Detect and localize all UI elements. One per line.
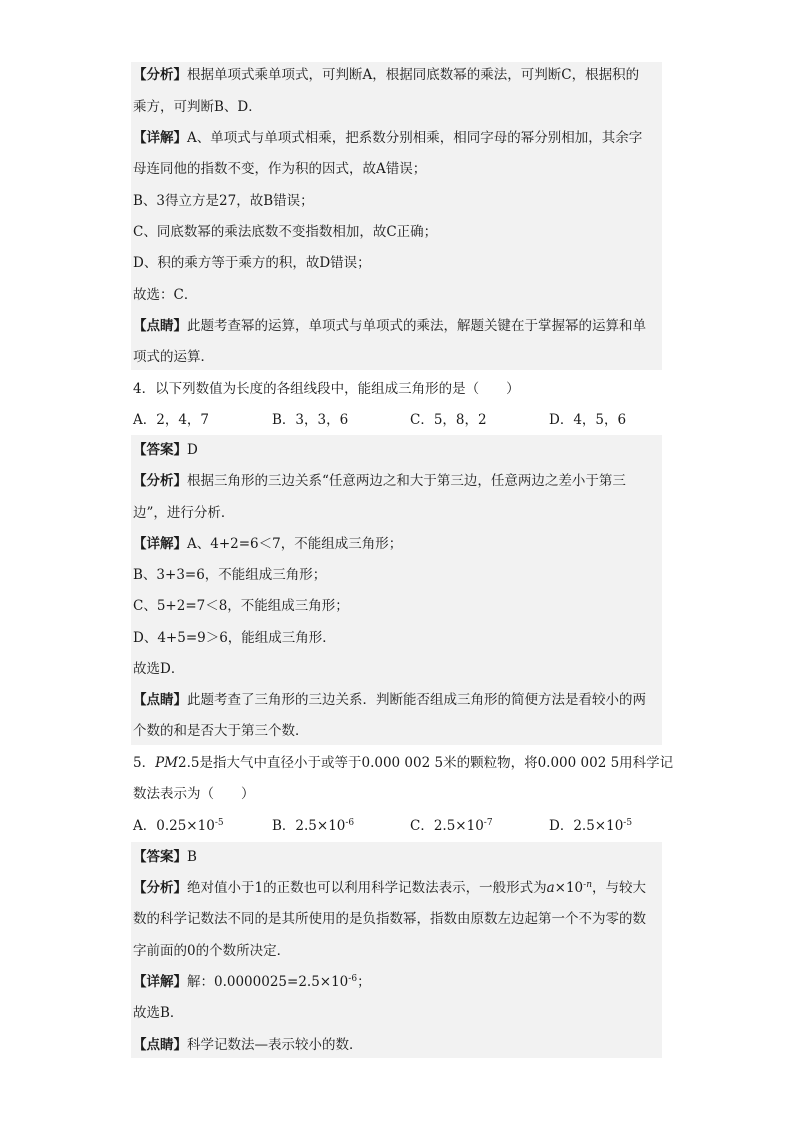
q4-comment-line-2: 个数的和是否大于第三个数． [133, 723, 309, 739]
q4-detail-line-1: 【详解】A、4+2=6＜7，不能组成三角形； [133, 536, 403, 552]
q5-stem-line-1: 5．PM2.5是指大气中直径小于或等于0.000 002 5米的颗粒物，将0.000 002 5用科学记 [133, 755, 674, 771]
q3-detail-line-2: 母连同他的指数不变，作为积的因式，故A错误； [133, 161, 427, 177]
q5-analysis-line-3: 字前面的0的个数所决定． [133, 943, 291, 959]
q4-option-c: C．5，8，2 [410, 412, 487, 428]
q3-detail-line-3: B、3得立方是27，故B错误； [133, 193, 314, 209]
q5-analysis-line-2: 数的科学记数法不同的是其所使用的是负指数幂，指数由原数左边起第一个不为零的数 [133, 911, 646, 927]
q3-comment-line-1: 【点睛】此题考查幂的运算，单项式与单项式的乘法，解题关键在于掌握幂的运算和单 [133, 318, 646, 334]
q4-answer: 【答案】D [133, 442, 198, 458]
pm-term: PM [155, 755, 179, 771]
q4-option-d: D．4，5，6 [549, 412, 627, 428]
q3-detail-line-4: C、同底数幂的乘法底数不变指数相加，故C正确； [133, 224, 438, 240]
q3-comment-line-2: 项式的运算． [133, 349, 214, 365]
q4-detail-line-4: D、4+5=9＞6，能组成三角形． [133, 630, 336, 646]
detail-tag: 【详解】 [133, 130, 187, 146]
q4-choice: 故选D． [133, 661, 185, 677]
q5-detail-line-1: 【详解】解：$0.0000025=2.5\times 10^{-6}$； [133, 974, 371, 990]
q5-analysis-line-1: 【分析】绝对值小于1的正数也可以利用科学记数法表示，一般形式为$a\times 10^{-n}$，与较大 [133, 880, 646, 896]
detail-tag: 【详解】 [133, 974, 187, 990]
q4-analysis-line-1: 【分析】根据三角形的三边关系“任意两边之和大于第三边，任意两边之差小于第三 [133, 473, 626, 489]
q5-comment-line-1: 【点睛】科学记数法—表示较小的数． [133, 1037, 363, 1053]
q5-answer: 【答案】B [133, 849, 197, 865]
q5-option-d: D．$2.5\times 10^{-5}$ [549, 818, 633, 834]
analysis-tag: 【分析】 [133, 473, 187, 489]
answer-tag: 【答案】 [133, 442, 187, 458]
analysis-tag: 【分析】 [133, 880, 187, 896]
q5-option-c: C．$2.5\times 10^{-7}$ [410, 818, 493, 834]
comment-tag: 【点睛】 [133, 318, 187, 334]
q3-choice: 故选：C． [133, 287, 198, 303]
q3-analysis-line-2: 乘方，可判断B、D． [133, 99, 262, 115]
q4-option-a: A．2，4，7 [133, 412, 210, 428]
q4-analysis-line-2: 边”，进行分析． [133, 505, 235, 521]
q5-option-a: A．$0.25\times 10^{-5}$ [133, 818, 224, 834]
comment-tag: 【点睛】 [133, 692, 187, 708]
detail-tag: 【详解】 [133, 536, 187, 552]
q5-choice: 故选B． [133, 1005, 184, 1021]
q4-comment-line-1: 【点睛】此题考查了三角形的三边关系．判断能否组成三角形的简便方法是看较小的两 [133, 692, 646, 708]
q3-detail-line-5: D、积的乘方等于乘方的积，故D错误； [133, 255, 371, 271]
q3-detail-line-1: 【详解】A、单项式与单项式相乘，把系数分别相乘，相同字母的幂分别相加，其余字 [133, 130, 643, 146]
comment-tag: 【点睛】 [133, 1037, 187, 1053]
q4-stem: 4．以下列数值为长度的各组线段中，能组成三角形的是（ ） [133, 381, 520, 397]
q4-detail-line-3: C、5+2=7＜8，不能组成三角形； [133, 598, 349, 614]
q4-detail-line-2: B、3+3=6，不能组成三角形； [133, 567, 327, 583]
analysis-tag: 【分析】 [133, 67, 187, 83]
answer-tag: 【答案】 [133, 849, 187, 865]
q3-analysis-line-1: 【分析】根据单项式乘单项式，可判断A，根据同底数幂的乘法，可判断C，根据积的 [133, 67, 640, 83]
q4-option-b: B．3，3，6 [272, 412, 349, 428]
q5-option-b: B．$2.5\times 10^{-6}$ [272, 818, 355, 834]
q5-stem-line-2: 数法表示为（ ） [133, 786, 255, 802]
